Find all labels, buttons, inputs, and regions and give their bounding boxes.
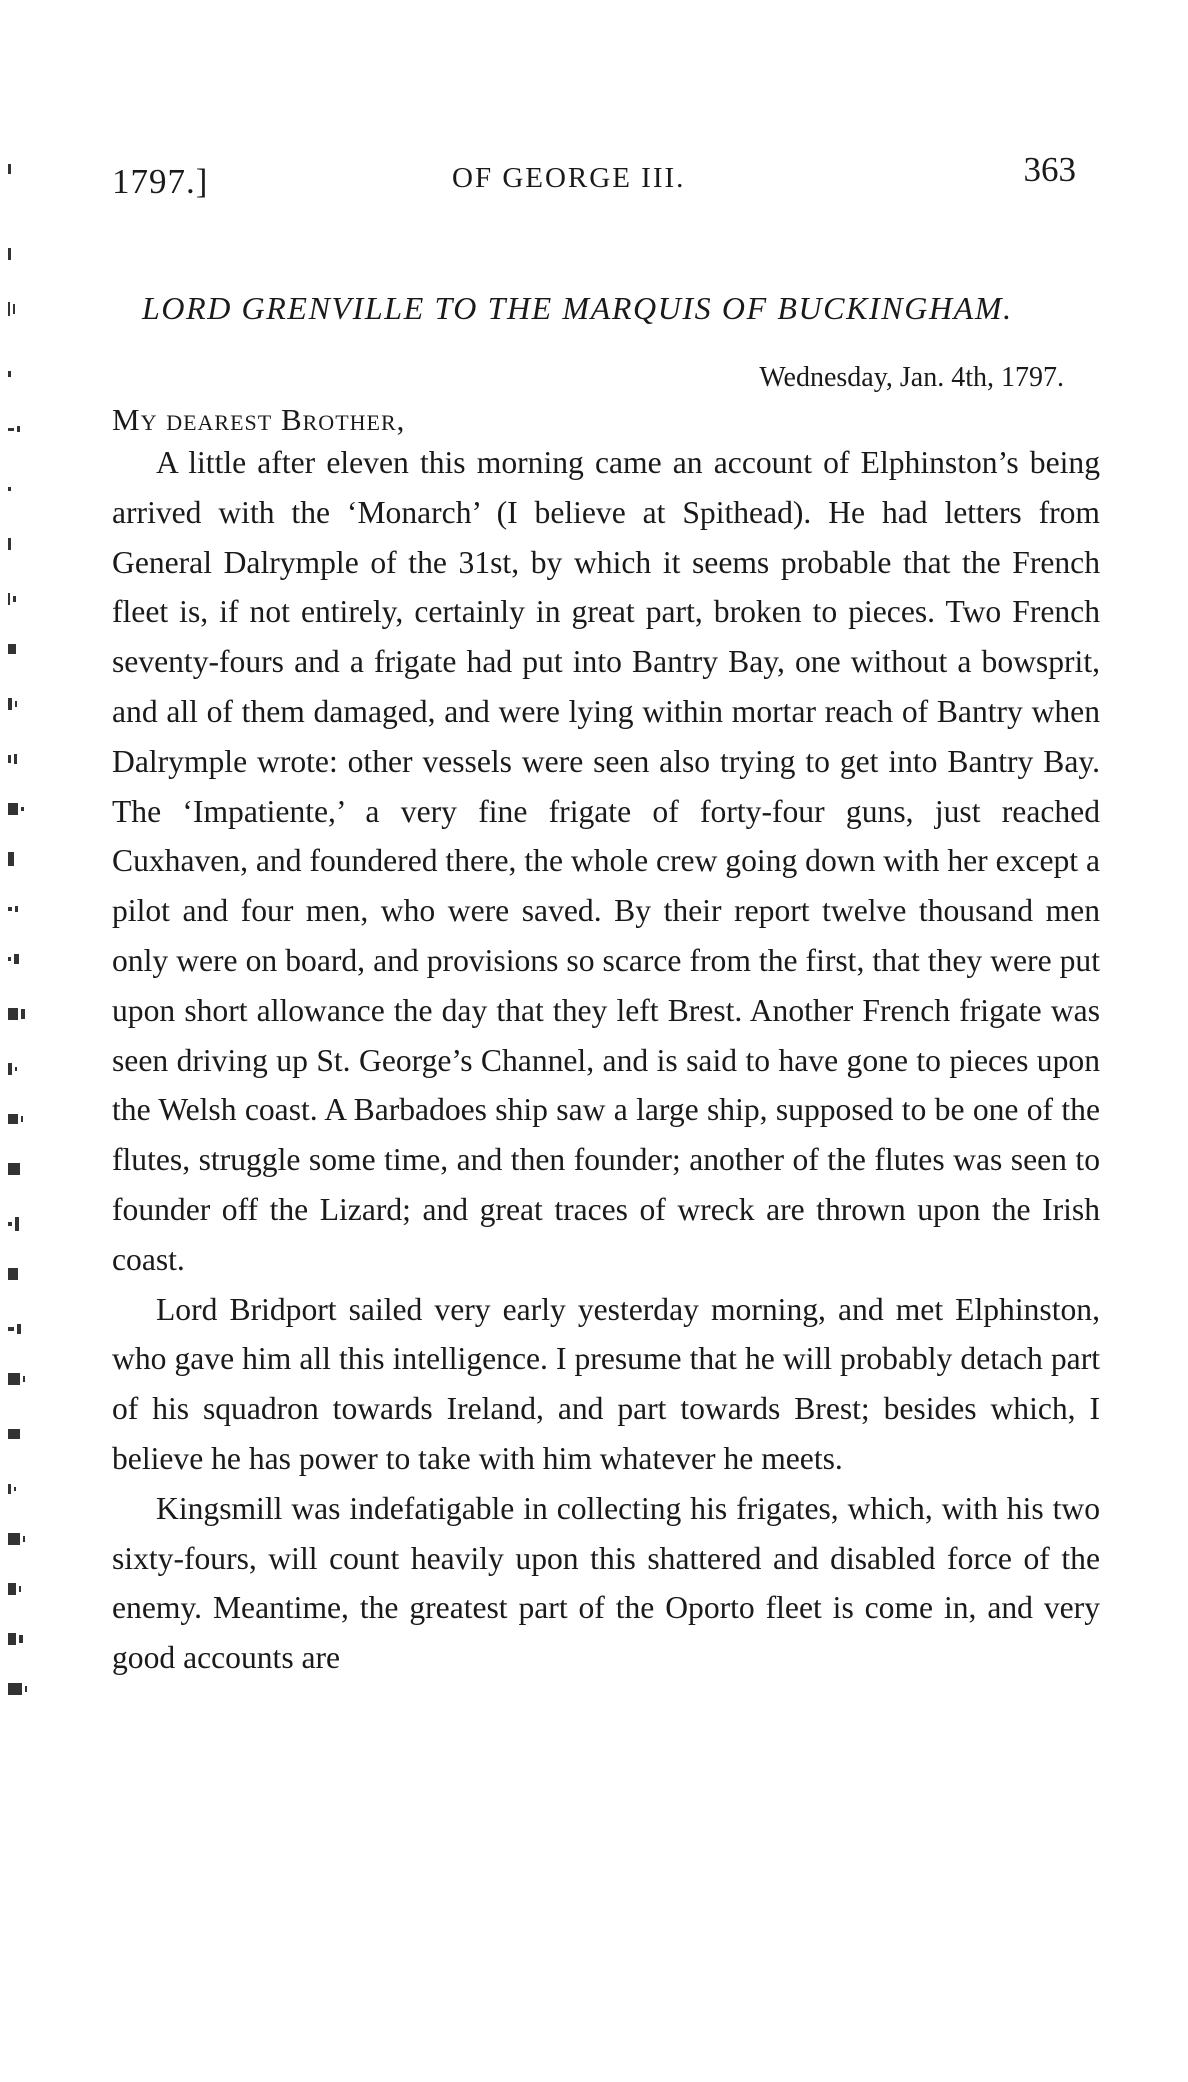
gutter-mark bbox=[8, 1265, 48, 1283]
gutter-mark bbox=[8, 1630, 48, 1648]
binding-gutter-marks bbox=[0, 150, 60, 1850]
paragraph: A little after eleven this morning came an account of Elphinston’s being arrived with the ‘Monarch’ (I believe at Spithead). He had letters from General Dalrymple of the 31st, by which it seems probable that the French fleet is, if not entirely, certainly in great part, broken to pieces. Two French seventy-fours and a frigate had put into Bantry Bay, one without a bowsprit, and all of them damaged, and were lying within mortar reach of Bantry when Dalrymple wrote: other vessels were seen also trying to get into Bantry Bay. The ‘Impatiente,’ a very fine frigate of forty-four guns, just reached Cuxhaven, and foundered there, the whole crew going down with her except a pilot and four men, who were saved. By their report twelve thousand men only were on board, and provisions so scarce from the first, that they were put upon short allowance the day that they left Brest. Another French frigate was seen driving up St. George’s Channel, and is said to have gone to pieces upon the Welsh coast. A Barbadoes ship saw a large ship, supposed to be one of the flutes, struggle some time, and then founder; another of the flutes was seen to founder off the Lizard; and great traces of wreck are thrown upon the Irish coast. bbox=[112, 445, 1100, 1277]
book-page bbox=[112, 150, 1100, 1683]
gutter-mark bbox=[8, 535, 48, 553]
gutter-mark bbox=[8, 1320, 48, 1338]
gutter-mark bbox=[8, 1480, 48, 1498]
gutter-mark bbox=[8, 590, 48, 608]
running-head bbox=[112, 150, 1100, 210]
letter-salutation: My dearest Brother, bbox=[112, 402, 406, 437]
gutter-mark bbox=[8, 800, 48, 818]
paragraph: Kingsmill was indefatigable in collecting his frigates, which, with his two sixty-fours, will count heavily upon this shattered and disabled force of the enemy. Meantime, the greatest part of the Oporto fleet is come in, and very good accounts are bbox=[112, 1490, 1100, 1676]
gutter-mark bbox=[8, 695, 48, 713]
running-head-title: OF GEORGE III. bbox=[452, 162, 686, 194]
gutter-mark bbox=[8, 750, 48, 768]
gutter-mark bbox=[8, 850, 48, 868]
gutter-mark bbox=[8, 420, 48, 438]
gutter-mark bbox=[8, 245, 48, 263]
gutter-mark bbox=[8, 950, 48, 968]
gutter-mark bbox=[8, 1580, 48, 1598]
paragraph: Lord Bridport sailed very early yesterday morning, and met Elphinston, who gave him all this intelligence. I presume that he will probably detach part of his squadron towards Ireland, and part towards Brest; besides which, I believe he has power to take with him whatever he meets. bbox=[112, 1291, 1100, 1476]
gutter-mark bbox=[8, 1110, 48, 1128]
page-number: 363 bbox=[1023, 150, 1076, 189]
gutter-mark bbox=[8, 1005, 48, 1023]
letter-title: LORD GRENVILLE TO THE MARQUIS OF BUCKINGHAM. bbox=[142, 290, 1013, 326]
gutter-mark bbox=[8, 480, 48, 498]
gutter-mark bbox=[8, 1530, 48, 1548]
gutter-mark bbox=[8, 365, 48, 383]
gutter-mark bbox=[8, 160, 48, 178]
gutter-mark bbox=[8, 1425, 48, 1443]
running-head-year: 1797.] bbox=[112, 162, 209, 201]
letter-dateline: Wednesday, Jan. 4th, 1797. bbox=[759, 362, 1064, 393]
gutter-mark bbox=[8, 1370, 48, 1388]
gutter-mark bbox=[8, 640, 48, 658]
gutter-mark bbox=[8, 900, 48, 918]
gutter-mark bbox=[8, 1215, 48, 1233]
gutter-mark bbox=[8, 1160, 48, 1178]
gutter-mark bbox=[8, 300, 48, 318]
gutter-mark bbox=[8, 1680, 48, 1698]
gutter-mark bbox=[8, 1060, 48, 1078]
